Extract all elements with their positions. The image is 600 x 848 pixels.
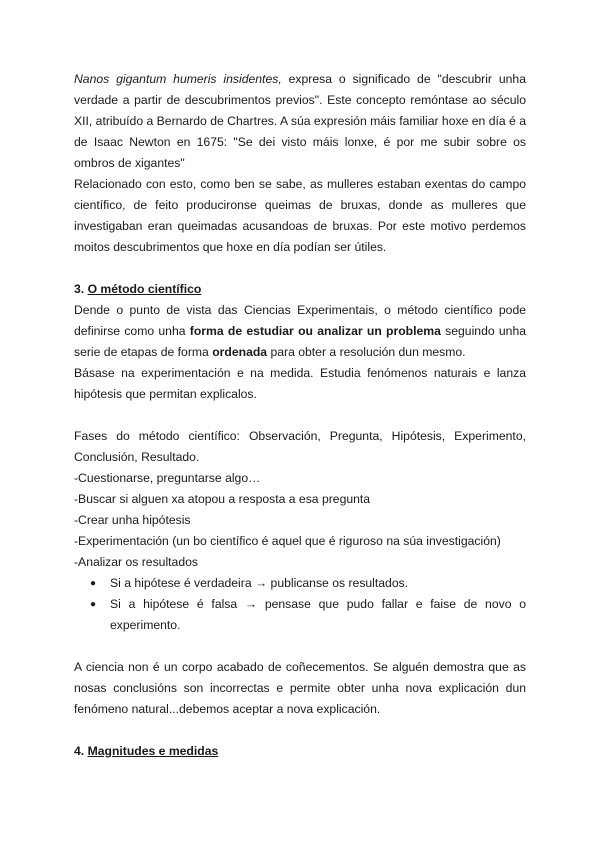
bullet-item	[90, 594, 526, 636]
bullet-dot-icon: ●	[90, 599, 97, 610]
definition-bold-a: forma de estudiar ou analizar un problema	[189, 324, 441, 338]
section-3-title: O método científico	[87, 282, 202, 296]
women-science-paragraph: Relacionado con esto, como ben se sabe, as mulleres estaban exentas do campo científico, de feito producironse queimas de bruxas, donde as mulleres que investigaban eran queimadas acusandoas de bruxas. Por este motivo perdemos moitos descubrimentos que hoxe en día podían ser útiles.	[74, 177, 526, 254]
step-item: -Crear unha hipótesis	[74, 513, 191, 527]
step-item: -Buscar si alguen xa atopou a resposta a esa pregunta	[74, 492, 371, 506]
phases-paragraph: Fases do método científico: Observación, Pregunta, Hipótesis, Experimento, Conclusión, Resultado.	[74, 429, 526, 464]
step-item: -Cuestionarse, preguntarse algo…	[74, 471, 261, 485]
bullet-text: Si a hipótese é verdadeira → publicanse os resultados.	[110, 576, 409, 590]
definition-text-b: seguindo unha serie de etapas de forma	[74, 324, 527, 359]
method-definition-paragraph	[74, 300, 526, 363]
intro-text: expresa o significado de "descubrir unha verdade a partir de descubrimentos previos". Este concepto remóntase ao século XII, atribuído a Bernardo de Chartres. A súa expresión máis familiar hoxe en día é a de Isaac Newton en 1675: "Se dei visto máis lonxe, é por me subir sobre os ombros de xigantes"	[74, 72, 526, 170]
step-item: -Experimentación (un bo científico é aquel que é riguroso na súa investigación)	[74, 534, 501, 548]
bullet-dot-icon: ●	[90, 578, 97, 589]
definition-text-a: Dende o punto de vista das Ciencias Experimentais, o método científico pode definirse como unha	[74, 303, 526, 338]
document-page	[74, 69, 526, 762]
intro-paragraph	[74, 69, 526, 174]
step-item: -Analizar os resultados	[74, 555, 198, 569]
section-3-number: 3.	[74, 282, 85, 296]
section-3-heading	[74, 279, 526, 300]
bullet-text: Si a hipótese é falsa → pensase que pudo fallar e faise de novo o experimento.	[110, 597, 526, 632]
method-basis-paragraph: Básase na experimentación e na medida. Estudia fenómenos naturais e lanza hipótesis que permitan explicalos.	[74, 366, 526, 401]
section-4-title: Magnitudes e medidas	[87, 744, 219, 758]
latin-quote: Nanos gigantum humeris insidentes,	[74, 72, 282, 86]
section-4-number: 4.	[74, 744, 85, 758]
section-4-heading	[74, 741, 526, 762]
result-bullet-list	[74, 573, 526, 636]
bullet-item	[90, 573, 526, 594]
definition-text-c: para obter a resolución dun mesmo.	[267, 345, 466, 359]
definition-bold-b: ordenada	[212, 345, 268, 359]
science-closing-paragraph: A ciencia non é un corpo acabado de coñecementos. Se alguén demostra que as nosas conclusións son incorrectas e permite obter unha nova explicación dun fenómeno natural...debemos aceptar a nova explicación.	[74, 660, 526, 716]
